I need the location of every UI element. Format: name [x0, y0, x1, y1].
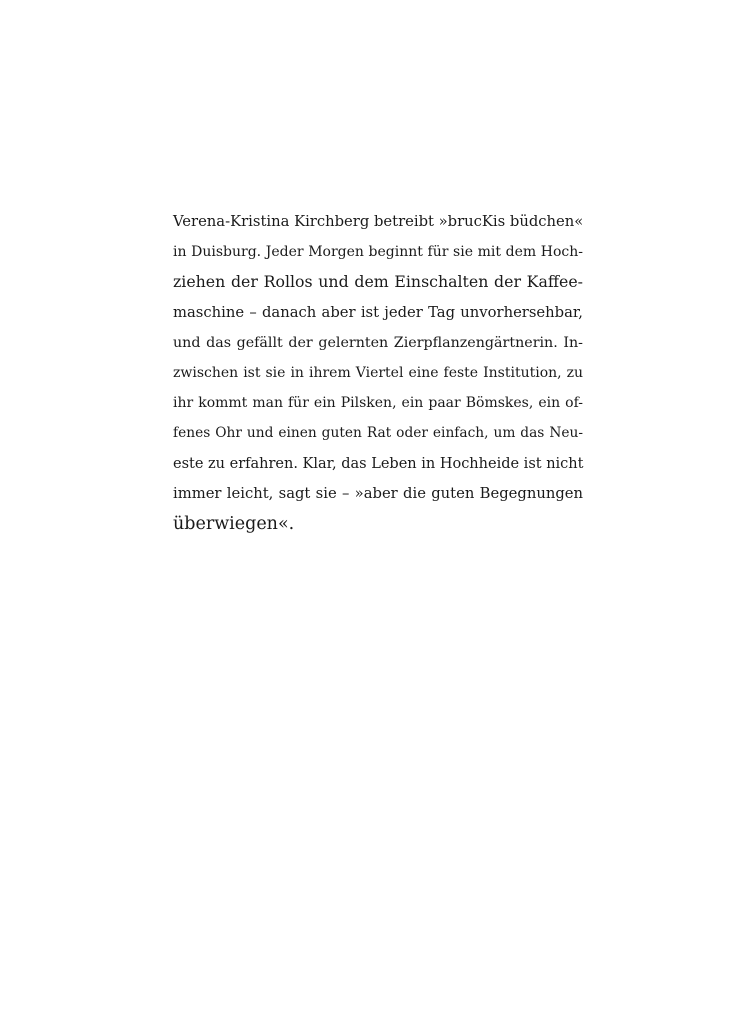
- body-paragraph: [173, 207, 583, 539]
- paragraph-line: ziehen der Rollos und dem Einschalten der Kaffee-: [173, 272, 583, 292]
- paragraph-line: Verena-Kristina Kirchberg betreibt »brucKis büdchen«: [173, 213, 584, 230]
- paragraph-line: immer leicht, sagt sie – »aber die guten Begegnungen: [173, 484, 583, 502]
- paragraph-line: und das gefällt der gelernten Zierpflanzengärtnerin. In-: [173, 334, 583, 351]
- paragraph-line: überwiegen«.: [173, 513, 295, 534]
- paragraph-line: fenes Ohr und einen guten Rat oder einfach, um das Neu-: [173, 425, 583, 442]
- paragraph-line: ihr kommt man für ein Pilsken, ein paar Bömskes, ein of-: [173, 395, 583, 412]
- paragraph-line: este zu erfahren. Klar, das Leben in Hochheide ist nicht: [173, 455, 584, 472]
- paragraph-line: maschine – danach aber ist jeder Tag unvorhersehbar,: [173, 303, 583, 321]
- paragraph-line: in Duisburg. Jeder Morgen beginnt für sie mit dem Hoch-: [173, 244, 583, 261]
- paragraph-line: zwischen ist sie in ihrem Viertel eine feste Institution, zu: [173, 364, 583, 381]
